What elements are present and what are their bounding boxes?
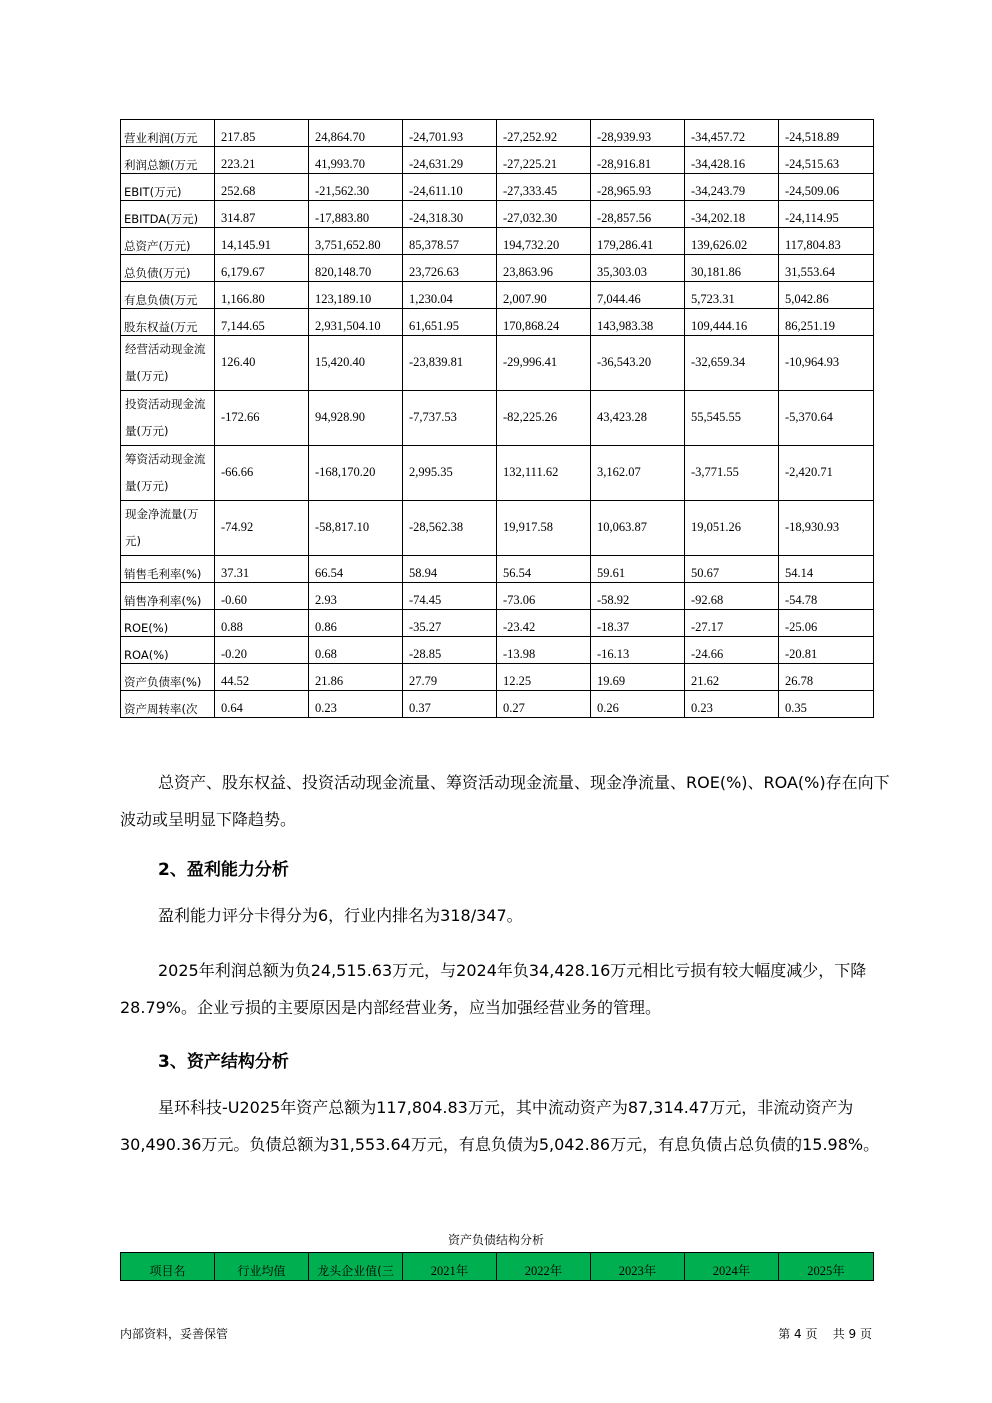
value-cell: 37.31 — [215, 556, 309, 583]
table-row — [121, 583, 874, 610]
value-cell: 94,928.90 — [309, 391, 403, 446]
value-cell: -25.06 — [779, 610, 874, 637]
value-cell: 27.79 — [403, 664, 497, 691]
value-cell: -34,457.72 — [685, 120, 779, 147]
row-label-cell: ROA(%) — [121, 637, 215, 664]
value-cell: 109,444.16 — [685, 309, 779, 336]
value-cell: 61,651.95 — [403, 309, 497, 336]
table-row — [121, 201, 874, 228]
trend-paragraph: 总资产、股东权益、投资活动现金流量、筹资活动现金流量、现金净流量、ROE(%)、ROA(%)存在向下波动或呈明显下降趋势。 — [120, 773, 890, 829]
table-row — [121, 691, 874, 718]
table-row — [121, 120, 874, 147]
header-cell-item: 项目名 — [121, 1253, 215, 1281]
value-cell: -27,333.45 — [497, 174, 591, 201]
value-cell: 2,007.90 — [497, 282, 591, 309]
value-cell: 56.54 — [497, 556, 591, 583]
row-label-cell: 现金净流量(万元) — [121, 501, 215, 556]
value-cell: 7,144.65 — [215, 309, 309, 336]
header-cell-2022: 2022年 — [497, 1253, 591, 1281]
value-cell: 0.26 — [591, 691, 685, 718]
value-cell: 7,044.46 — [591, 282, 685, 309]
header-cell-2023: 2023年 — [591, 1253, 685, 1281]
value-cell: 24,864.70 — [309, 120, 403, 147]
value-cell: 2,931,504.10 — [309, 309, 403, 336]
value-cell: 223.21 — [215, 147, 309, 174]
row-label-cell: 经营活动现金流量(万元) — [121, 336, 215, 391]
value-cell: 2,995.35 — [403, 446, 497, 501]
profit-paragraph: 2025年利润总额为负24,515.63万元，与2024年负34,428.16万元相比亏损有较大幅度减少，下降28.79%。企业亏损的主要原因是内部经营业务，应当加强经营业务的管理。 — [120, 961, 867, 1017]
asset-paragraph: 星环科技-U2025年资产总额为117,804.83万元，其中流动资产为87,314.47万元，非流动资产为30,490.36万元。负债总额为31,553.64万元，有息负债为5,042.86万元，有息负债占总负债的15.98%。 — [120, 1098, 880, 1154]
table-row — [121, 309, 874, 336]
value-cell: -28,965.93 — [591, 174, 685, 201]
value-cell: 5,723.31 — [685, 282, 779, 309]
row-label-cell: 总资产(万元) — [121, 228, 215, 255]
value-cell: 59.61 — [591, 556, 685, 583]
value-cell: -24.66 — [685, 637, 779, 664]
header-cell-2025: 2025年 — [779, 1253, 874, 1281]
value-cell: -23.42 — [497, 610, 591, 637]
value-cell: -17,883.80 — [309, 201, 403, 228]
value-cell: -24,114.95 — [779, 201, 874, 228]
row-label-cell: 资产负债率(%) — [121, 664, 215, 691]
value-cell: 0.37 — [403, 691, 497, 718]
row-label-cell: 销售净利率(%) — [121, 583, 215, 610]
financial-indicator-table-body — [121, 120, 874, 718]
value-cell: 3,162.07 — [591, 446, 685, 501]
header-cell-2021: 2021年 — [403, 1253, 497, 1281]
value-cell: -28,562.38 — [403, 501, 497, 556]
value-cell: 55,545.55 — [685, 391, 779, 446]
value-cell: -27,252.92 — [497, 120, 591, 147]
value-cell: 1,230.04 — [403, 282, 497, 309]
table-row — [121, 664, 874, 691]
structure-table-title: 资产负债结构分析 — [447, 1233, 544, 1247]
table-row — [121, 228, 874, 255]
table-row — [121, 610, 874, 637]
section-heading-profitability: 2、盈利能力分析 — [158, 860, 289, 880]
value-cell: -34,428.16 — [685, 147, 779, 174]
value-cell: 217.85 — [215, 120, 309, 147]
value-cell: 1,166.80 — [215, 282, 309, 309]
value-cell: -28,857.56 — [591, 201, 685, 228]
value-cell: -24,701.93 — [403, 120, 497, 147]
value-cell: 12.25 — [497, 664, 591, 691]
value-cell: 86,251.19 — [779, 309, 874, 336]
value-cell: -0.60 — [215, 583, 309, 610]
footer-page-number: 第 4 页 共 9 页 — [778, 1327, 872, 1341]
value-cell: -24,518.89 — [779, 120, 874, 147]
value-cell: 143,983.38 — [591, 309, 685, 336]
value-cell: 117,804.83 — [779, 228, 874, 255]
value-cell: 23,863.96 — [497, 255, 591, 282]
value-cell: 123,189.10 — [309, 282, 403, 309]
table-row — [121, 147, 874, 174]
value-cell: 194,732.20 — [497, 228, 591, 255]
score-paragraph: 盈利能力评分卡得分为6，行业内排名为318/347。 — [158, 906, 523, 925]
value-cell: 10,063.87 — [591, 501, 685, 556]
value-cell: 19.69 — [591, 664, 685, 691]
value-cell: -24,611.10 — [403, 174, 497, 201]
header-cell-2024: 2024年 — [685, 1253, 779, 1281]
value-cell: 50.67 — [685, 556, 779, 583]
value-cell: 5,042.86 — [779, 282, 874, 309]
value-cell: 58.94 — [403, 556, 497, 583]
value-cell: 6,179.67 — [215, 255, 309, 282]
table-row — [121, 174, 874, 201]
value-cell: -34,202.18 — [685, 201, 779, 228]
value-cell: -20.81 — [779, 637, 874, 664]
value-cell: 0.23 — [685, 691, 779, 718]
value-cell: 820,148.70 — [309, 255, 403, 282]
value-cell: 44.52 — [215, 664, 309, 691]
value-cell: 170,868.24 — [497, 309, 591, 336]
value-cell: 252.68 — [215, 174, 309, 201]
row-label-cell: 资产周转率(次 — [121, 691, 215, 718]
value-cell: -24,631.29 — [403, 147, 497, 174]
table-row — [121, 255, 874, 282]
value-cell: 41,993.70 — [309, 147, 403, 174]
value-cell: 15,420.40 — [309, 336, 403, 391]
row-label-cell: 总负债(万元) — [121, 255, 215, 282]
value-cell: -28,916.81 — [591, 147, 685, 174]
value-cell: -54.78 — [779, 583, 874, 610]
value-cell: 85,378.57 — [403, 228, 497, 255]
value-cell: 21.86 — [309, 664, 403, 691]
value-cell: -24,509.06 — [779, 174, 874, 201]
value-cell: -168,170.20 — [309, 446, 403, 501]
value-cell: 19,917.58 — [497, 501, 591, 556]
table-row — [121, 282, 874, 309]
value-cell: -74.92 — [215, 501, 309, 556]
value-cell: 23,726.63 — [403, 255, 497, 282]
value-cell: -29,996.41 — [497, 336, 591, 391]
value-cell: 0.35 — [779, 691, 874, 718]
value-cell: 0.64 — [215, 691, 309, 718]
value-cell: 35,303.03 — [591, 255, 685, 282]
value-cell: 54.14 — [779, 556, 874, 583]
value-cell: -35.27 — [403, 610, 497, 637]
value-cell: 132,111.62 — [497, 446, 591, 501]
row-label-cell: 投资活动现金流量(万元) — [121, 391, 215, 446]
value-cell: -23,839.81 — [403, 336, 497, 391]
table-row — [121, 446, 874, 501]
value-cell: -24,515.63 — [779, 147, 874, 174]
value-cell: -82,225.26 — [497, 391, 591, 446]
row-label-cell: EBIT(万元) — [121, 174, 215, 201]
value-cell: -13.98 — [497, 637, 591, 664]
value-cell: -73.06 — [497, 583, 591, 610]
structure-table-header-row — [121, 1253, 874, 1281]
header-cell-industry-avg: 行业均值 — [215, 1253, 309, 1281]
row-label-cell: 筹资活动现金流量(万元) — [121, 446, 215, 501]
value-cell: 30,181.86 — [685, 255, 779, 282]
financial-indicator-table — [120, 119, 874, 718]
footer-confidential-note: 内部资料，妥善保管 — [120, 1327, 229, 1341]
value-cell: -34,243.79 — [685, 174, 779, 201]
table-row — [121, 556, 874, 583]
value-cell: -18.37 — [591, 610, 685, 637]
asset-liability-structure-table — [120, 1252, 874, 1281]
value-cell: 0.86 — [309, 610, 403, 637]
value-cell: 43,423.28 — [591, 391, 685, 446]
value-cell: 66.54 — [309, 556, 403, 583]
header-cell-leader: 龙头企业值(三 — [309, 1253, 403, 1281]
value-cell: -2,420.71 — [779, 446, 874, 501]
value-cell: 19,051.26 — [685, 501, 779, 556]
value-cell: -21,562.30 — [309, 174, 403, 201]
value-cell: 0.27 — [497, 691, 591, 718]
row-label-cell: 股东权益(万元 — [121, 309, 215, 336]
value-cell: -58.92 — [591, 583, 685, 610]
value-cell: -27,032.30 — [497, 201, 591, 228]
value-cell: -32,659.34 — [685, 336, 779, 391]
value-cell: -18,930.93 — [779, 501, 874, 556]
value-cell: 126.40 — [215, 336, 309, 391]
value-cell: 139,626.02 — [685, 228, 779, 255]
value-cell: 0.88 — [215, 610, 309, 637]
table-row — [121, 501, 874, 556]
value-cell: -66.66 — [215, 446, 309, 501]
value-cell: -27.17 — [685, 610, 779, 637]
table-row — [121, 637, 874, 664]
row-label-cell: 利润总额(万元 — [121, 147, 215, 174]
table-row — [121, 336, 874, 391]
value-cell: 179,286.41 — [591, 228, 685, 255]
value-cell: -16.13 — [591, 637, 685, 664]
value-cell: 21.62 — [685, 664, 779, 691]
value-cell: -3,771.55 — [685, 446, 779, 501]
value-cell: 3,751,652.80 — [309, 228, 403, 255]
value-cell: -92.68 — [685, 583, 779, 610]
value-cell: -10,964.93 — [779, 336, 874, 391]
value-cell: 0.23 — [309, 691, 403, 718]
value-cell: 31,553.64 — [779, 255, 874, 282]
value-cell: 0.68 — [309, 637, 403, 664]
row-label-cell: 销售毛利率(%) — [121, 556, 215, 583]
value-cell: 314.87 — [215, 201, 309, 228]
value-cell: -36,543.20 — [591, 336, 685, 391]
value-cell: -5,370.64 — [779, 391, 874, 446]
value-cell: 26.78 — [779, 664, 874, 691]
value-cell: 14,145.91 — [215, 228, 309, 255]
value-cell: 2.93 — [309, 583, 403, 610]
value-cell: -24,318.30 — [403, 201, 497, 228]
value-cell: -58,817.10 — [309, 501, 403, 556]
value-cell: -7,737.53 — [403, 391, 497, 446]
table-row — [121, 391, 874, 446]
row-label-cell: 营业利润(万元 — [121, 120, 215, 147]
value-cell: -172.66 — [215, 391, 309, 446]
value-cell: -28.85 — [403, 637, 497, 664]
section-heading-asset-structure: 3、资产结构分析 — [158, 1052, 289, 1072]
row-label-cell: 有息负债(万元 — [121, 282, 215, 309]
value-cell: -74.45 — [403, 583, 497, 610]
value-cell: -27,225.21 — [497, 147, 591, 174]
row-label-cell: EBITDA(万元) — [121, 201, 215, 228]
row-label-cell: ROE(%) — [121, 610, 215, 637]
value-cell: -28,939.93 — [591, 120, 685, 147]
value-cell: -0.20 — [215, 637, 309, 664]
